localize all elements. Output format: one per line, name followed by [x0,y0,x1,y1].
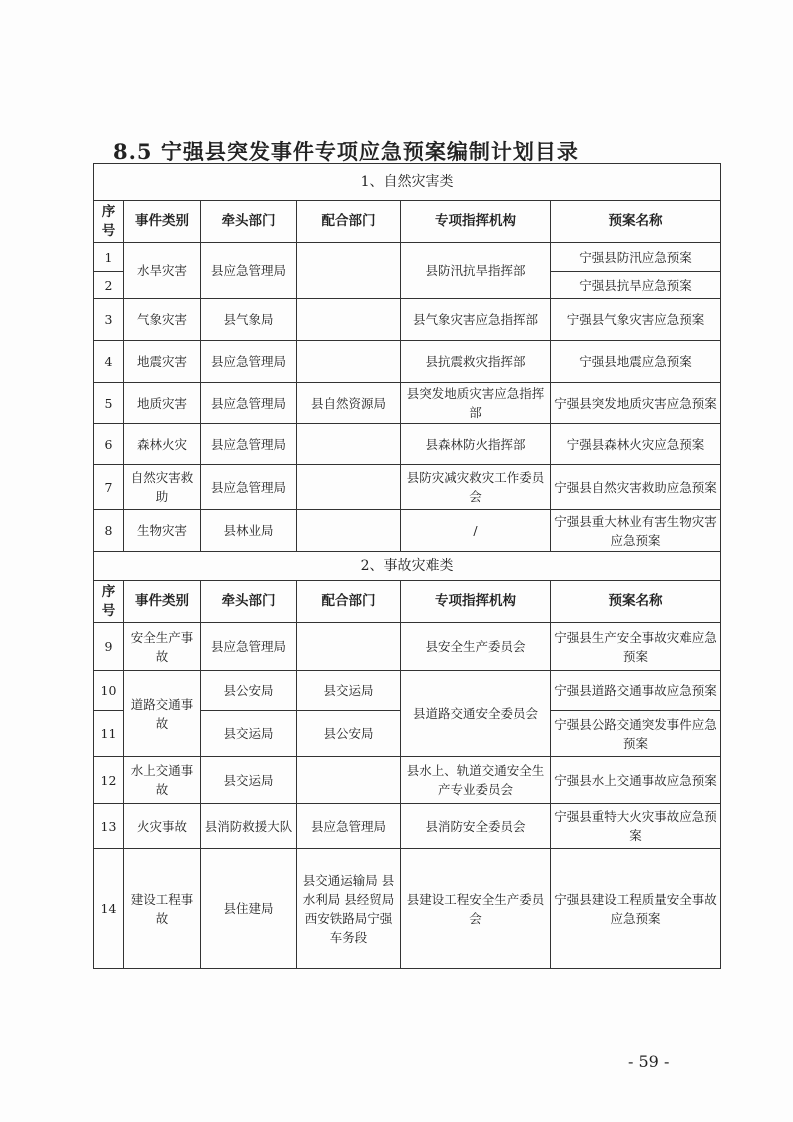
cell-plan: 宁强县自然灾害救助应急预案 [551,465,721,510]
accident-disaster-table [93,551,721,969]
header-category: 事件类别 [124,201,201,243]
cell-command: 县建设工程安全生产委员会 [401,849,551,969]
cell-plan: 宁强县突发地质灾害应急预案 [551,383,721,424]
header-no: 序号 [94,581,124,623]
cell-command: 县气象灾害应急指挥部 [401,299,551,341]
cell-category: 生物灾害 [124,510,201,552]
cell-command: 县道路交通安全委员会 [401,671,551,757]
header-coop: 配合部门 [297,581,401,623]
cell-category: 水上交通事故 [124,757,201,804]
page-number: - 59 - [628,1052,670,1071]
cell-no: 4 [94,341,124,383]
cell-no: 10 [94,671,124,711]
cell-no: 7 [94,465,124,510]
cell-coop [297,465,401,510]
cell-lead: 县气象局 [201,299,297,341]
cell-no: 3 [94,299,124,341]
table-row [94,465,721,510]
cell-command: 县森林防火指挥部 [401,424,551,465]
cell-category: 地震灾害 [124,341,201,383]
cell-lead: 县消防救援大队 [201,804,297,849]
section-title: 2、事故灾难类 [94,552,721,581]
header-coop: 配合部门 [297,201,401,243]
cell-coop: 县自然资源局 [297,383,401,424]
cell-plan: 宁强县水上交通事故应急预案 [551,757,721,804]
cell-command: 县防汛抗旱指挥部 [401,243,551,299]
table-row [94,299,721,341]
table-row [94,341,721,383]
cell-plan: 宁强县公路交通突发事件应急预案 [551,711,721,757]
table-row [94,623,721,671]
table-row [94,804,721,849]
section-title: 1、自然灾害类 [94,164,721,201]
cell-plan: 宁强县道路交通事故应急预案 [551,671,721,711]
cell-plan: 宁强县抗旱应急预案 [551,272,721,299]
table-row [94,757,721,804]
cell-coop [297,341,401,383]
cell-command: 县抗震救灾指挥部 [401,341,551,383]
header-row [94,581,721,623]
cell-coop: 县公安局 [297,711,401,757]
cell-plan: 宁强县地震应急预案 [551,341,721,383]
cell-plan: 宁强县防汛应急预案 [551,243,721,272]
cell-no: 14 [94,849,124,969]
cell-category: 地质灾害 [124,383,201,424]
cell-coop [297,757,401,804]
natural-disaster-table [93,163,721,552]
cell-no: 5 [94,383,124,424]
cell-lead: 县林业局 [201,510,297,552]
cell-command: 县安全生产委员会 [401,623,551,671]
table-row [94,383,721,424]
cell-plan: 宁强县建设工程质量安全事故应急预案 [551,849,721,969]
cell-no: 13 [94,804,124,849]
table-row [94,510,721,552]
header-plan: 预案名称 [551,201,721,243]
cell-category: 水旱灾害 [124,243,201,299]
table-row [94,243,721,272]
cell-category: 自然灾害救助 [124,465,201,510]
cell-coop [297,623,401,671]
cell-no: 12 [94,757,124,804]
header-command: 专项指挥机构 [401,581,551,623]
cell-no: 11 [94,711,124,757]
table-row [94,671,721,711]
cell-no: 9 [94,623,124,671]
cell-category: 火灾事故 [124,804,201,849]
header-category: 事件类别 [124,581,201,623]
cell-lead: 县应急管理局 [201,465,297,510]
cell-coop [297,424,401,465]
cell-no: 2 [94,272,124,299]
cell-coop: 县交通运输局 县水利局 县经贸局 西安铁路局宁强车务段 [297,849,401,969]
table-row [94,424,721,465]
table-row [94,849,721,969]
cell-coop [297,243,401,299]
cell-lead: 县交运局 [201,711,297,757]
cell-command: 县突发地质灾害应急指挥部 [401,383,551,424]
cell-no: 6 [94,424,124,465]
header-no: 序号 [94,201,124,243]
cell-plan: 宁强县重特大火灾事故应急预案 [551,804,721,849]
page-title: 8.5 宁强县突发事件专项应急预案编制计划目录 [113,139,579,164]
cell-lead: 县应急管理局 [201,623,297,671]
cell-lead: 县公安局 [201,671,297,711]
cell-lead: 县交运局 [201,757,297,804]
cell-plan: 宁强县气象灾害应急预案 [551,299,721,341]
cell-plan: 宁强县重大林业有害生物灾害应急预案 [551,510,721,552]
cell-command: / [401,510,551,552]
cell-lead: 县住建局 [201,849,297,969]
header-lead: 牵头部门 [201,581,297,623]
cell-category: 道路交通事故 [124,671,201,757]
cell-lead: 县应急管理局 [201,424,297,465]
cell-coop [297,510,401,552]
cell-category: 森林火灾 [124,424,201,465]
cell-command: 县防灾减灾救灾工作委员会 [401,465,551,510]
header-row [94,201,721,243]
cell-plan: 宁强县森林火灾应急预案 [551,424,721,465]
cell-category: 建设工程事故 [124,849,201,969]
header-lead: 牵头部门 [201,201,297,243]
cell-lead: 县应急管理局 [201,341,297,383]
cell-lead: 县应急管理局 [201,383,297,424]
header-command: 专项指挥机构 [401,201,551,243]
cell-no: 1 [94,243,124,272]
cell-command: 县消防安全委员会 [401,804,551,849]
cell-plan: 宁强县生产安全事故灾难应急预案 [551,623,721,671]
cell-category: 安全生产事故 [124,623,201,671]
header-plan: 预案名称 [551,581,721,623]
cell-coop [297,299,401,341]
cell-command: 县水上、轨道交通安全生产专业委员会 [401,757,551,804]
cell-no: 8 [94,510,124,552]
cell-lead: 县应急管理局 [201,243,297,299]
cell-category: 气象灾害 [124,299,201,341]
cell-coop: 县应急管理局 [297,804,401,849]
cell-coop: 县交运局 [297,671,401,711]
